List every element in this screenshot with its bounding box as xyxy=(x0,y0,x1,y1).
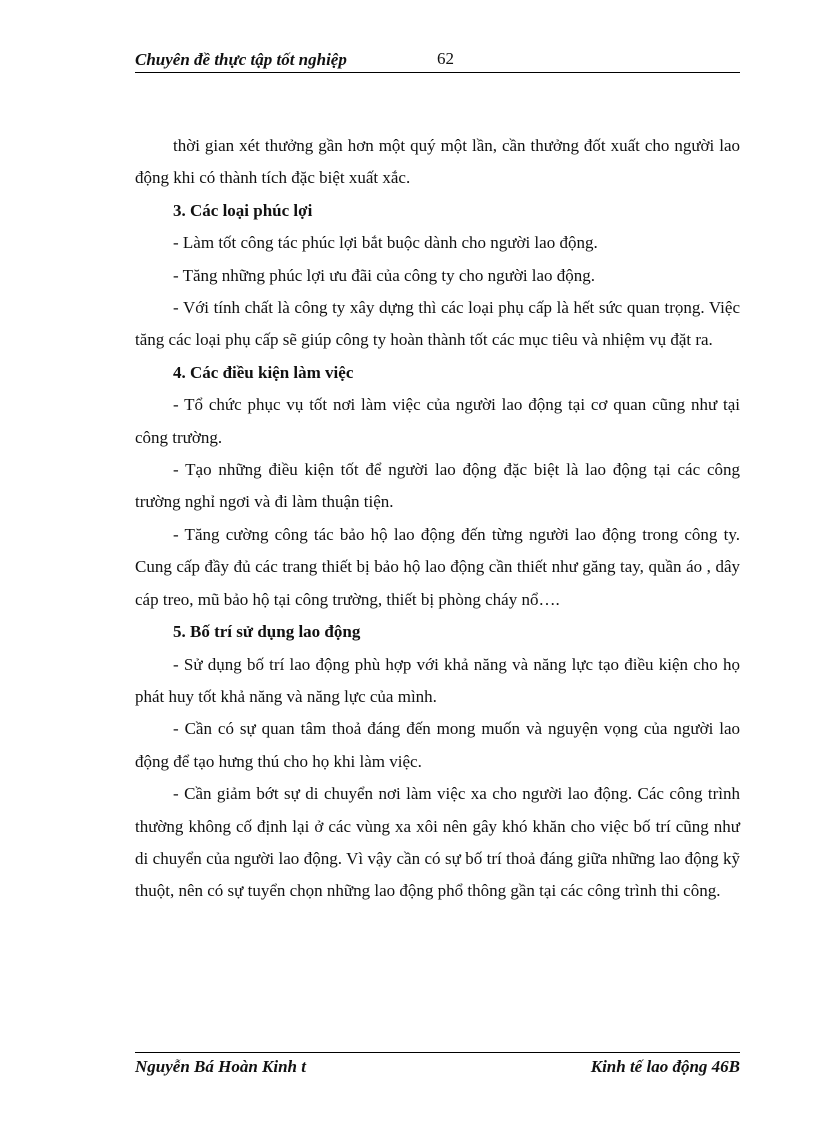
paragraph-1: thời gian xét thưởng gần hơn một quý một lần, cần thưởng đốt xuất cho người lao động khi có thành tích đặc biệt xuất xắc. xyxy=(135,136,740,188)
footer-author: Nguyễn Bá Hoàn Kinh t xyxy=(135,1057,306,1076)
paragraph-7: - Tăng cường công tác bảo hộ lao động đến từng người lao động trong công ty. Cung cấp đầy đủ các trang thiết bị bảo hộ lao động cần thiết như găng tay, quần áo , dây cáp treo, mũ bảo hộ tại công trường, thiết bị phòng cháy nổ…. xyxy=(135,524,740,609)
paragraph-6: - Tạo những điều kiện tốt để người lao động đặc biệt là lao động tại các công trường nghỉ ngơi và đi làm thuận tiện. xyxy=(135,460,740,512)
paragraph-4: - Với tính chất là công ty xây dựng thì các loại phụ cấp là hết sức quan trọng. Việc tăng các loại phụ cấp sẽ giúp công ty hoàn thành tốt các mục tiêu và nhiệm vụ đặt ra. xyxy=(135,298,740,350)
section-heading-3: 3. Các loại phúc lợi xyxy=(173,200,313,220)
paragraph-9: - Cần có sự quan tâm thoả đáng đến mong muốn và nguyện vọng của người lao động để tạo hưng thú cho họ khi làm việc. xyxy=(135,719,740,771)
document-body xyxy=(135,130,740,908)
page-footer xyxy=(135,1052,740,1083)
paragraph-10: - Cần giảm bớt sự di chuyển nơi làm việc xa cho người lao động. Các công trình thường không cố định lại ở các vùng xa xôi nên gây khó khăn cho việc bố trí cũng như di chuyển của người lao động. Vì vậy cần có sự bố trí thoả đáng giữa những lao động kỹ thuột, nên có sự tuyển chọn những lao động phổ thông gần tại các công trình thi công. xyxy=(135,784,740,901)
paragraph-2: - Làm tốt công tác phúc lợi bắt buộc dành cho người lao động. xyxy=(173,233,598,253)
footer-class: Kinh tế lao động 46B xyxy=(590,1057,740,1076)
section-heading-4: 4. Các điều kiện làm việc xyxy=(173,362,354,382)
section-heading-5: 5. Bố trí sử dụng lao động xyxy=(173,622,361,642)
page-header xyxy=(135,48,740,73)
paragraph-3: - Tăng những phúc lợi ưu đãi của công ty cho người lao động. xyxy=(173,265,596,285)
paragraph-5: - Tổ chức phục vụ tốt nơi làm việc của người lao động tại cơ quan cũng như tại công trường. xyxy=(135,395,740,447)
header-title: Chuyên đề thực tập tốt nghiệp xyxy=(135,50,347,69)
paragraph-8: - Sử dụng bố trí lao động phù hợp với khả năng và năng lực tạo điều kiện cho họ phát huy tốt khả năng và năng lực của mình. xyxy=(135,654,740,706)
page-number: 62 xyxy=(437,49,454,68)
